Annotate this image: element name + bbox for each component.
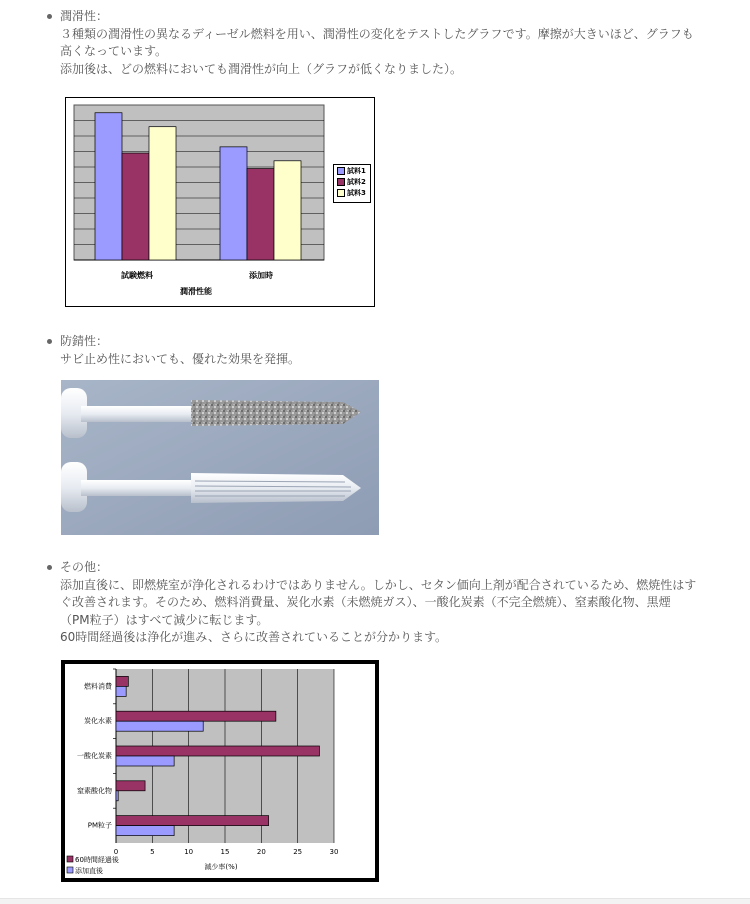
hbar-2-4 (116, 791, 118, 801)
bar-1-1 (95, 113, 122, 260)
hbar-1-3 (116, 746, 319, 756)
legend-item-sample1 (334, 165, 370, 176)
other-line-1: 添加直後に、即燃焼室が浄化されるわけではありません。しかし、セタン価向上剤が配合されているため、燃焼性はす (60, 577, 697, 592)
bullet-icon (47, 339, 52, 344)
other-line-2: ぐ改善されます。そのため、燃料消費量、炭化水素（未燃焼ガス）、一酸化炭素（不完全燃焼）、窒素酸化物、黒煙 (60, 595, 671, 609)
lubricity-line-1: ３種類の潤滑性の異なるディーゼル燃料を用い、潤滑性の変化をテストしたグラフです。摩擦が大きいほど、グラフも (60, 26, 694, 41)
category-label: 炭化水素 (84, 717, 112, 726)
chart-legend (333, 164, 371, 203)
rust-line-1: サビ止め性においても、優れた効果を発揮。 (60, 351, 301, 366)
x-tick-label: 10 (184, 848, 194, 856)
x-tick-label: 25 (293, 848, 303, 856)
hbar-1-4 (116, 781, 145, 791)
legend-label-sample2: 試料2 (347, 177, 366, 186)
legend-item-sample3 (334, 187, 370, 198)
lubricity-line-3: 添加後は、どの燃料においても潤滑性が向上（グラフが低くなりました）。 (60, 61, 463, 76)
rust-test-photo-svg (61, 380, 379, 535)
legend-label-sample3: 試料3 (347, 188, 366, 197)
rust-test-photo (61, 380, 379, 535)
legend-label-60h: 60時間経過後 (75, 856, 119, 864)
hbar-2-5 (116, 826, 174, 836)
bar-2-2 (247, 169, 274, 260)
legend-swatch-sample2 (337, 178, 345, 186)
x-tick-label: 5 (150, 848, 155, 856)
legend-swatch-sample1 (337, 167, 345, 175)
x-axis-label-2: 減少率(%) (204, 863, 238, 871)
hbar-1-5 (116, 816, 269, 826)
category-label: PM粒子 (87, 821, 112, 830)
category-label: 窒素酸化物 (77, 786, 112, 795)
legend-swatch-60h (67, 856, 73, 862)
bar-3-1 (149, 127, 176, 260)
lubricity-line-2: 高くなっています。 (60, 44, 168, 58)
other-line-3: （PM粒子）はすべて減少に転じます。 (60, 612, 269, 627)
reduction-chart-svg (61, 660, 379, 882)
reduction-chart (61, 660, 379, 882)
hbar-2-3 (116, 756, 174, 766)
hbar-2-1 (116, 686, 126, 696)
hbar-2-2 (116, 721, 203, 731)
other-line-4: 60時間経過後は浄化が進み、さらに改善されていることが分かります。 (60, 630, 448, 644)
legend-swatch-sample3 (337, 189, 345, 197)
page-footer-rule (0, 898, 750, 904)
lubricity-chart-svg (65, 97, 375, 307)
lubricity-text (60, 8, 700, 78)
x-axis-label: 潤滑性能 (180, 287, 212, 296)
bar-2-1 (122, 153, 149, 260)
x-tick-label: 0 (113, 848, 119, 856)
legend-item-sample2 (334, 176, 370, 187)
hbar-1-2 (116, 711, 276, 721)
rust-heading: 防錆性： (60, 334, 109, 348)
bullet-icon (47, 14, 52, 19)
bar-3-2 (274, 161, 301, 260)
x-tick-label: 20 (256, 848, 266, 856)
hbar-1-1 (116, 676, 128, 686)
category-label-added: 添加時 (249, 271, 273, 280)
bar-1-2 (220, 147, 247, 260)
lubricity-heading: 潤滑性： (60, 9, 109, 23)
x-tick-label: 15 (220, 848, 230, 856)
x-tick-label: 30 (329, 848, 339, 856)
legend-label-added: 添加直後 (75, 867, 103, 875)
rust-text (60, 333, 700, 368)
category-label-test-fuel: 試験燃料 (121, 271, 153, 280)
other-heading: その他： (60, 560, 109, 574)
lubricity-chart (65, 97, 375, 307)
bullet-icon (47, 565, 52, 570)
legend-label-sample1: 試料1 (347, 166, 366, 175)
other-text (60, 559, 700, 647)
category-label: 燃料消費 (84, 682, 112, 691)
legend-swatch-added (67, 867, 73, 873)
category-label: 一酸化炭素 (77, 752, 112, 760)
